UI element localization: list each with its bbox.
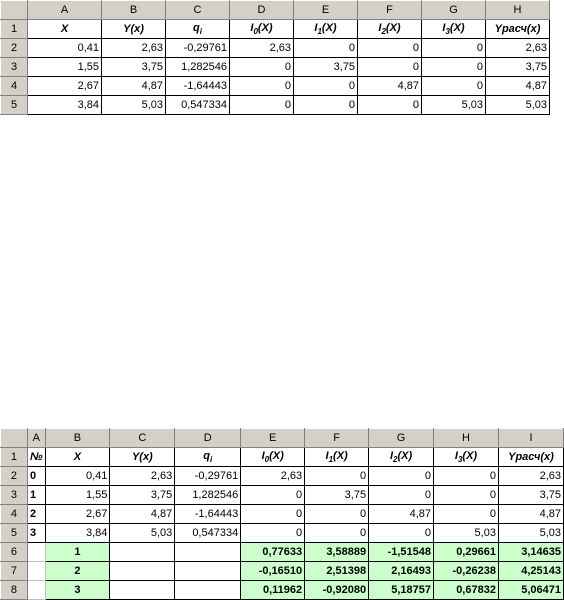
cell[interactable] [175, 581, 241, 600]
cell[interactable]: 2,67 [28, 77, 102, 96]
select-all-corner[interactable] [1, 1, 28, 20]
table-row [1, 524, 564, 543]
cell[interactable] [110, 543, 175, 562]
cell[interactable]: 2 [27, 505, 45, 524]
table-row [1, 448, 564, 467]
row-header-8[interactable]: 8 [1, 581, 28, 600]
table-row [1, 58, 550, 77]
column-header-h[interactable]: H [486, 1, 550, 20]
cell[interactable]: 3,75 [294, 58, 358, 77]
cell[interactable] [110, 581, 175, 600]
table-row [1, 96, 550, 115]
cell[interactable]: 0 [358, 96, 422, 115]
cell[interactable]: 1,55 [28, 58, 102, 77]
cell[interactable]: 3,75 [486, 58, 550, 77]
row-header-5[interactable]: 5 [1, 524, 28, 543]
cell[interactable]: 4,87 [498, 505, 563, 524]
cell[interactable]: 0 [294, 77, 358, 96]
cell[interactable]: 2,63 [102, 39, 166, 58]
row-header-7[interactable]: 7 [1, 562, 28, 581]
cell[interactable]: 0 [434, 486, 499, 505]
cell[interactable]: $q_i$ [166, 20, 230, 39]
column-header-c[interactable]: C [110, 429, 175, 448]
cell[interactable]: 0 [434, 505, 499, 524]
cell[interactable]: -1,51548 [369, 543, 434, 562]
cell[interactable]: 0 [422, 39, 486, 58]
cell[interactable] [27, 562, 45, 581]
cell[interactable] [27, 581, 45, 600]
row-header-2[interactable]: 2 [1, 39, 28, 58]
cell[interactable]: 4,87 [110, 505, 175, 524]
cell[interactable] [27, 543, 45, 562]
column-header-a[interactable]: A [28, 1, 102, 20]
table-row [1, 39, 550, 58]
cell[interactable]: 2,63 [241, 467, 305, 486]
cell[interactable]: 3,84 [28, 96, 102, 115]
cell[interactable]: 3,75 [305, 486, 369, 505]
cell[interactable]: -0,29761 [166, 39, 230, 58]
cell[interactable]: -0,29761 [175, 467, 241, 486]
cell[interactable]: 0 [27, 467, 45, 486]
column-header-b[interactable]: B [102, 1, 166, 20]
cell[interactable]: 4,87 [102, 77, 166, 96]
cell[interactable]: 0 [358, 58, 422, 77]
cell[interactable] [175, 562, 241, 581]
cell[interactable]: $I_2(X)$ [369, 448, 434, 467]
cell[interactable]: 5,03 [498, 524, 563, 543]
cell[interactable]: -0,92080 [305, 581, 369, 600]
cell[interactable]: 0 [422, 77, 486, 96]
row-header-3[interactable]: 3 [1, 58, 28, 77]
cell[interactable]: 0 [434, 467, 499, 486]
cell[interactable]: 0,11962 [241, 581, 305, 600]
cell[interactable]: 1 [45, 543, 110, 562]
cell[interactable]: 3,14635 [498, 543, 563, 562]
cell[interactable]: Yрасч(x) [486, 20, 550, 39]
table-row [1, 467, 564, 486]
cell[interactable]: 0,29661 [434, 543, 499, 562]
cell[interactable]: 0 [305, 505, 369, 524]
cell[interactable] [175, 543, 241, 562]
cell[interactable]: 1,55 [45, 486, 110, 505]
cell[interactable]: 1,282546 [166, 58, 230, 77]
cell[interactable]: 2,63 [110, 467, 175, 486]
table-row [1, 77, 550, 96]
cell[interactable]: $I_0(X)$ [241, 448, 305, 467]
cell[interactable]: 1,282546 [175, 486, 241, 505]
table-row [1, 20, 550, 39]
column-header-f[interactable]: F [358, 1, 422, 20]
column-header-c[interactable]: C [166, 1, 230, 20]
cell[interactable]: 0,41 [28, 39, 102, 58]
cell[interactable]: 0,41 [45, 467, 110, 486]
cell[interactable]: 0,67832 [434, 581, 499, 600]
cell[interactable]: -0,26238 [434, 562, 499, 581]
cell[interactable]: 5,03 [102, 96, 166, 115]
table-row [1, 543, 564, 562]
cell[interactable]: X [45, 448, 110, 467]
row-header-3[interactable]: 3 [1, 486, 28, 505]
cell[interactable]: 5,03 [434, 524, 499, 543]
cell[interactable]: Y(x) [110, 448, 175, 467]
cell[interactable]: 5,06471 [498, 581, 563, 600]
cell[interactable]: 5,03 [422, 96, 486, 115]
cell[interactable]: 3 [45, 581, 110, 600]
column-header-i[interactable]: I [498, 429, 563, 448]
cell[interactable]: 0,77633 [241, 543, 305, 562]
row-header-1[interactable]: 1 [1, 20, 28, 39]
cell[interactable]: 2,63 [486, 39, 550, 58]
cell[interactable]: $I_1(X)$ [294, 20, 358, 39]
cell[interactable]: Yрасч(x) [498, 448, 563, 467]
cell[interactable]: 0 [305, 467, 369, 486]
cell[interactable]: 5,03 [110, 524, 175, 543]
row-header-1[interactable]: 1 [1, 448, 28, 467]
column-header-d[interactable]: D [230, 1, 294, 20]
cell[interactable]: 3,75 [110, 486, 175, 505]
bottom-spreadsheet [0, 428, 564, 600]
cell[interactable]: 0 [230, 96, 294, 115]
cell[interactable]: 4,87 [486, 77, 550, 96]
cell[interactable]: 2 [45, 562, 110, 581]
row-header-2[interactable]: 2 [1, 467, 28, 486]
cell[interactable]: 0 [358, 39, 422, 58]
table-row [1, 505, 564, 524]
cell[interactable]: 0 [294, 96, 358, 115]
cell[interactable]: 4,25143 [498, 562, 563, 581]
cell[interactable]: 0 [369, 467, 434, 486]
cell[interactable]: 0 [305, 524, 369, 543]
column-header-b[interactable]: B [45, 429, 110, 448]
select-all-corner[interactable] [1, 429, 28, 448]
cell[interactable]: 3,75 [102, 58, 166, 77]
cell[interactable]: 4,87 [369, 505, 434, 524]
cell[interactable]: 3 [27, 524, 45, 543]
row-header-4[interactable]: 4 [1, 505, 28, 524]
cell[interactable]: 0 [294, 39, 358, 58]
cell[interactable]: 5,18757 [369, 581, 434, 600]
cell[interactable]: 3,58889 [305, 543, 369, 562]
cell[interactable]: 3,75 [498, 486, 563, 505]
cell[interactable]: 0 [422, 58, 486, 77]
cell[interactable]: -1,64443 [166, 77, 230, 96]
column-header-d[interactable]: D [175, 429, 241, 448]
cell[interactable]: $I_2(X)$ [358, 20, 422, 39]
row-header-5[interactable]: 5 [1, 96, 28, 115]
table-row [1, 581, 564, 600]
cell[interactable]: 2,63 [498, 467, 563, 486]
cell[interactable]: 0,547334 [175, 524, 241, 543]
cell[interactable]: 0,547334 [166, 96, 230, 115]
cell[interactable]: 2,51398 [305, 562, 369, 581]
cell[interactable]: 0 [369, 486, 434, 505]
cell[interactable]: -1,64443 [175, 505, 241, 524]
cell[interactable]: № [27, 448, 45, 467]
cell[interactable] [110, 562, 175, 581]
cell[interactable]: 2,67 [45, 505, 110, 524]
column-header-g[interactable]: G [369, 429, 434, 448]
cell[interactable]: $I_3(X)$ [434, 448, 499, 467]
cell[interactable]: 0 [241, 505, 305, 524]
cell[interactable]: 4,87 [358, 77, 422, 96]
table-row [1, 486, 564, 505]
cell[interactable]: 3,84 [45, 524, 110, 543]
cell[interactable]: 0 [230, 58, 294, 77]
column-header-f[interactable]: F [305, 429, 369, 448]
cell[interactable]: $I_3(X)$ [422, 20, 486, 39]
cell[interactable]: X [28, 20, 102, 39]
cell[interactable]: 1 [27, 486, 45, 505]
cell[interactable]: 0 [241, 486, 305, 505]
cell[interactable]: $q_i$ [175, 448, 241, 467]
cell[interactable]: 2,63 [230, 39, 294, 58]
cell[interactable]: $I_0(X)$ [230, 20, 294, 39]
table-row [1, 562, 564, 581]
row-header-6[interactable]: 6 [1, 543, 28, 562]
cell[interactable]: $I_1(X)$ [305, 448, 369, 467]
cell[interactable]: 0 [241, 524, 305, 543]
column-header-g[interactable]: G [422, 1, 486, 20]
cell[interactable]: Y(x) [102, 20, 166, 39]
column-header-h[interactable]: H [434, 429, 499, 448]
cell[interactable]: 2,16493 [369, 562, 434, 581]
cell[interactable]: 0 [230, 77, 294, 96]
cell[interactable]: -0,16510 [241, 562, 305, 581]
column-header-a[interactable]: A [27, 429, 45, 448]
row-header-4[interactable]: 4 [1, 77, 28, 96]
column-header-e[interactable]: E [241, 429, 305, 448]
cell[interactable]: 0 [369, 524, 434, 543]
column-header-e[interactable]: E [294, 1, 358, 20]
top-spreadsheet [0, 0, 550, 115]
cell[interactable]: 5,03 [486, 96, 550, 115]
